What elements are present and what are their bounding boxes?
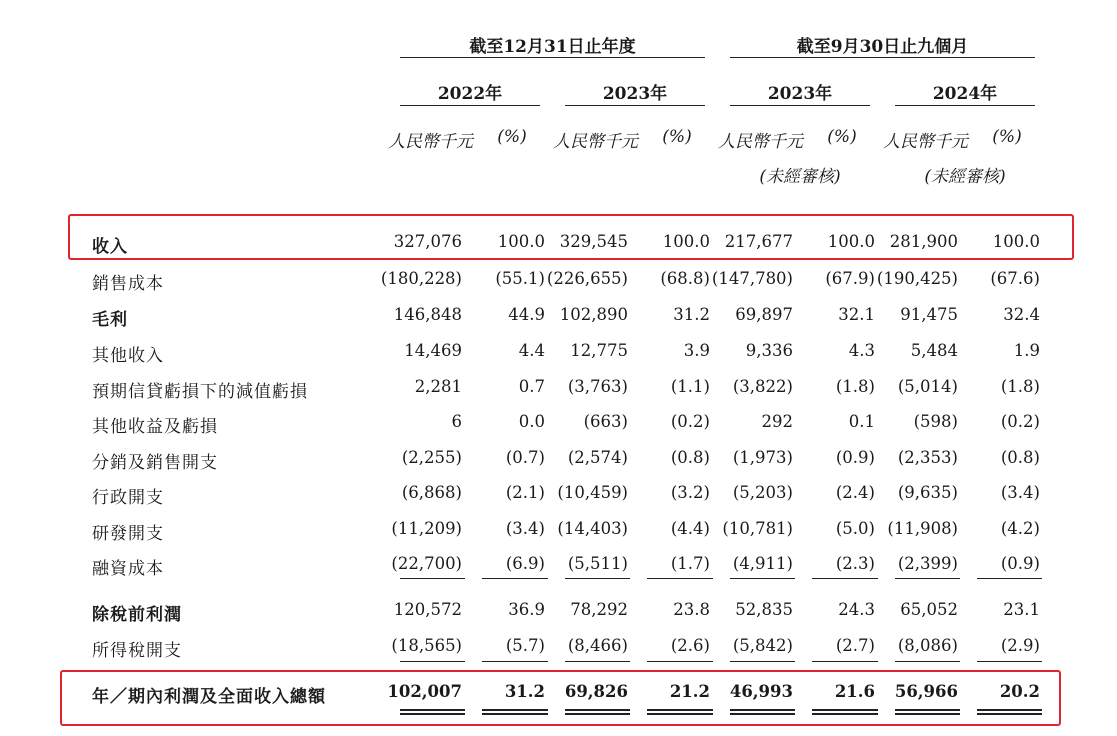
cell-impairment-losses-2023-9m-pct: (1.8) [835,377,875,396]
cell-cost-of-sales-2022-rmb: (180,228) [380,269,462,288]
cell-other-gains-losses-2022-rmb: 6 [451,412,462,431]
header-year-2024-nine-months: 2024年 [932,84,998,104]
cell-other-gains-losses-2024-9m-rmb: (598) [913,412,958,431]
unit-rmb-4: 人民幣千元 [883,132,968,152]
cell-rd-expenses-2022-rmb: (11,209) [391,519,462,538]
cell-administrative-expenses-2023-rmb: (10,459) [557,483,628,502]
total-double-rule-0 [400,709,465,715]
unit-rmb-3: 人民幣千元 [718,132,803,152]
cell-other-income-2024-9m-pct: 1.9 [1013,341,1040,360]
cell-other-income-2023-9m-pct: 4.3 [848,341,875,360]
cell-total-profit-comprehensive-income-2023-9m-rmb: 46,993 [729,682,793,701]
unit-pct-1: (%) [497,127,527,147]
cell-impairment-losses-2023-9m-rmb: (3,822) [732,377,793,396]
cell-impairment-losses-2024-9m-rmb: (5,014) [897,377,958,396]
cell-total-profit-comprehensive-income-2023-pct: 21.2 [669,682,710,701]
cell-cost-of-sales-2023-9m-pct: (67.9) [825,269,875,288]
cell-profit-before-tax-2023-rmb: 78,292 [570,600,628,619]
cell-profit-before-tax-2022-rmb: 120,572 [393,600,462,619]
cell-distribution-selling-expenses-2023-pct: (0.8) [670,448,710,467]
unit-rmb-1: 人民幣千元 [388,132,473,152]
cell-distribution-selling-expenses-2023-rmb: (2,574) [567,448,628,467]
cell-administrative-expenses-2023-pct: (3.2) [670,483,710,502]
row-label-gross-profit: 毛利 [92,310,128,330]
cell-income-tax-expense-2023-rmb: (8,466) [567,636,628,655]
row-label-cost-of-sales: 銷售成本 [92,274,164,294]
row-label-impairment-losses: 預期信貸虧損下的減值虧損 [92,382,308,402]
unit-unaudited-2: (未經審核) [924,167,1006,187]
subtotal-rule-finance-costs-0 [400,578,465,579]
cell-other-gains-losses-2023-pct: (0.2) [670,412,710,431]
cell-gross-profit-2023-9m-pct: 32.1 [838,305,875,324]
cell-other-income-2023-9m-rmb: 9,336 [745,341,793,360]
cell-total-profit-comprehensive-income-2024-9m-pct: 20.2 [999,682,1040,701]
header-group-year-end-rule [400,57,705,58]
cell-income-tax-expense-2022-rmb: (18,565) [391,636,462,655]
header-year-2024-nine-months-rule [895,105,1035,106]
cell-other-gains-losses-2023-9m-rmb: 292 [761,412,793,431]
cell-profit-before-tax-2023-pct: 23.8 [673,600,710,619]
row-label-revenue: 收入 [92,237,128,257]
cell-administrative-expenses-2022-pct: (2.1) [505,483,545,502]
row-label-finance-costs: 融資成本 [92,559,164,579]
cell-total-profit-comprehensive-income-2023-9m-pct: 21.6 [834,682,875,701]
cell-cost-of-sales-2024-9m-pct: (67.6) [990,269,1040,288]
cell-total-profit-comprehensive-income-2022-rmb: 102,007 [387,682,462,701]
cell-total-profit-comprehensive-income-2024-9m-rmb: 56,966 [894,682,958,701]
cell-cost-of-sales-2023-rmb: (226,655) [546,269,628,288]
subtotal-rule-income-tax-0 [400,661,465,662]
cell-impairment-losses-2022-pct: 0.7 [518,377,545,396]
subtotal-rule-finance-costs-6 [895,578,960,579]
cell-distribution-selling-expenses-2022-rmb: (2,255) [401,448,462,467]
header-group-nine-months-rule [730,57,1035,58]
cell-impairment-losses-2023-rmb: (3,763) [567,377,628,396]
cell-rd-expenses-2023-9m-rmb: (10,781) [722,519,793,538]
cell-distribution-selling-expenses-2024-9m-pct: (0.8) [1000,448,1040,467]
unit-unaudited-1: (未經審核) [759,167,841,187]
cell-finance-costs-2024-9m-rmb: (2,399) [897,554,958,573]
unit-pct-2: (%) [662,127,692,147]
cell-administrative-expenses-2024-9m-rmb: (9,635) [897,483,958,502]
cell-finance-costs-2023-rmb: (5,511) [567,554,628,573]
cell-income-tax-expense-2024-9m-pct: (2.9) [1000,636,1040,655]
cell-distribution-selling-expenses-2024-9m-rmb: (2,353) [897,448,958,467]
cell-distribution-selling-expenses-2023-9m-pct: (0.9) [835,448,875,467]
cell-administrative-expenses-2024-9m-pct: (3.4) [1000,483,1040,502]
cell-other-gains-losses-2023-rmb: (663) [583,412,628,431]
row-label-income-tax-expense: 所得稅開支 [92,641,182,661]
cell-rd-expenses-2023-9m-pct: (5.0) [835,519,875,538]
cell-rd-expenses-2023-pct: (4.4) [670,519,710,538]
cell-rd-expenses-2024-9m-pct: (4.2) [1000,519,1040,538]
subtotal-rule-income-tax-7 [977,661,1042,662]
subtotal-rule-finance-costs-7 [977,578,1042,579]
row-label-other-income: 其他收入 [92,346,164,366]
cell-gross-profit-2023-pct: 31.2 [673,305,710,324]
subtotal-rule-finance-costs-4 [730,578,795,579]
cell-profit-before-tax-2022-pct: 36.9 [508,600,545,619]
subtotal-rule-income-tax-6 [895,661,960,662]
cell-revenue-2023-rmb: 329,545 [559,232,628,251]
header-year-2023-nine-months-rule [730,105,870,106]
header-year-2022-rule [400,105,540,106]
subtotal-rule-finance-costs-2 [565,578,630,579]
cell-rd-expenses-2023-rmb: (14,403) [557,519,628,538]
header-year-2023-rule [565,105,705,106]
total-double-rule-1 [482,709,548,715]
cell-finance-costs-2023-9m-pct: (2.3) [835,554,875,573]
cell-income-tax-expense-2023-9m-pct: (2.7) [835,636,875,655]
unit-rmb-2: 人民幣千元 [553,132,638,152]
cell-cost-of-sales-2022-pct: (55.1) [495,269,545,288]
cell-distribution-selling-expenses-2022-pct: (0.7) [505,448,545,467]
cell-other-gains-losses-2024-9m-pct: (0.2) [1000,412,1040,431]
unit-pct-4: (%) [992,127,1022,147]
cell-cost-of-sales-2023-9m-rmb: (147,780) [711,269,793,288]
cell-other-income-2023-pct: 3.9 [683,341,710,360]
row-label-rd-expenses: 研發開支 [92,524,164,544]
cell-finance-costs-2024-9m-pct: (0.9) [1000,554,1040,573]
cell-revenue-2022-rmb: 327,076 [393,232,462,251]
cell-revenue-2023-pct: 100.0 [662,232,710,251]
row-label-administrative-expenses: 行政開支 [92,488,164,508]
cell-other-income-2023-rmb: 12,775 [570,341,628,360]
subtotal-rule-income-tax-4 [730,661,795,662]
subtotal-rule-finance-costs-1 [482,578,548,579]
cell-income-tax-expense-2022-pct: (5.7) [505,636,545,655]
cell-other-income-2022-pct: 4.4 [518,341,545,360]
cell-cost-of-sales-2024-9m-rmb: (190,425) [876,269,958,288]
cell-other-gains-losses-2023-9m-pct: 0.1 [848,412,875,431]
cell-impairment-losses-2024-9m-pct: (1.8) [1000,377,1040,396]
cell-revenue-2023-9m-pct: 100.0 [827,232,875,251]
cell-income-tax-expense-2023-9m-rmb: (5,842) [732,636,793,655]
total-double-rule-7 [977,709,1042,715]
cell-profit-before-tax-2024-9m-pct: 23.1 [1003,600,1040,619]
cell-administrative-expenses-2023-9m-rmb: (5,203) [732,483,793,502]
cell-finance-costs-2022-pct: (6.9) [505,554,545,573]
cell-finance-costs-2022-rmb: (22,700) [391,554,462,573]
cell-profit-before-tax-2023-9m-pct: 24.3 [838,600,875,619]
cell-revenue-2024-9m-rmb: 281,900 [889,232,958,251]
total-double-rule-5 [812,709,878,715]
cell-revenue-2024-9m-pct: 100.0 [992,232,1040,251]
header-year-2023: 2023年 [602,84,668,104]
cell-gross-profit-2023-rmb: 102,890 [559,305,628,324]
total-double-rule-3 [647,709,713,715]
subtotal-rule-income-tax-1 [482,661,548,662]
header-group-year-end: 截至12月31日止年度 [469,37,636,57]
cell-total-profit-comprehensive-income-2023-rmb: 69,826 [564,682,628,701]
cell-finance-costs-2023-pct: (1.7) [670,554,710,573]
subtotal-rule-finance-costs-5 [812,578,878,579]
row-label-profit-before-tax: 除稅前利潤 [92,605,182,625]
cell-impairment-losses-2023-pct: (1.1) [670,377,710,396]
cell-other-income-2024-9m-rmb: 5,484 [910,341,958,360]
cell-gross-profit-2022-pct: 44.9 [508,305,545,324]
cell-revenue-2022-pct: 100.0 [497,232,545,251]
cell-gross-profit-2023-9m-rmb: 69,897 [735,305,793,324]
cell-income-tax-expense-2023-pct: (2.6) [670,636,710,655]
row-label-other-gains-losses: 其他收益及虧損 [92,417,218,437]
subtotal-rule-income-tax-5 [812,661,878,662]
cell-impairment-losses-2022-rmb: 2,281 [414,377,462,396]
cell-other-gains-losses-2022-pct: 0.0 [518,412,545,431]
cell-gross-profit-2024-9m-rmb: 91,475 [900,305,958,324]
cell-revenue-2023-9m-rmb: 217,677 [724,232,793,251]
header-year-2022: 2022年 [437,84,503,104]
total-double-rule-4 [730,709,795,715]
cell-profit-before-tax-2024-9m-rmb: 65,052 [900,600,958,619]
cell-administrative-expenses-2022-rmb: (6,868) [401,483,462,502]
total-double-rule-6 [895,709,960,715]
cell-income-tax-expense-2024-9m-rmb: (8,086) [897,636,958,655]
subtotal-rule-income-tax-2 [565,661,630,662]
total-double-rule-2 [565,709,630,715]
header-year-2023-nine-months: 2023年 [767,84,833,104]
unit-pct-3: (%) [827,127,857,147]
cell-distribution-selling-expenses-2023-9m-rmb: (1,973) [732,448,793,467]
cell-gross-profit-2024-9m-pct: 32.4 [1003,305,1040,324]
cell-total-profit-comprehensive-income-2022-pct: 31.2 [504,682,545,701]
cell-profit-before-tax-2023-9m-rmb: 52,835 [735,600,793,619]
cell-finance-costs-2023-9m-rmb: (4,911) [732,554,793,573]
cell-administrative-expenses-2023-9m-pct: (2.4) [835,483,875,502]
subtotal-rule-income-tax-3 [647,661,713,662]
cell-rd-expenses-2024-9m-rmb: (11,908) [887,519,958,538]
row-label-total-profit-comprehensive-income: 年／期內利潤及全面收入總額 [92,687,326,707]
cell-other-income-2022-rmb: 14,469 [404,341,462,360]
header-group-nine-months: 截至9月30日止九個月 [796,37,969,57]
subtotal-rule-finance-costs-3 [647,578,713,579]
cell-gross-profit-2022-rmb: 146,848 [393,305,462,324]
cell-cost-of-sales-2023-pct: (68.8) [660,269,710,288]
cell-rd-expenses-2022-pct: (3.4) [505,519,545,538]
row-label-distribution-selling-expenses: 分銷及銷售開支 [92,453,218,473]
